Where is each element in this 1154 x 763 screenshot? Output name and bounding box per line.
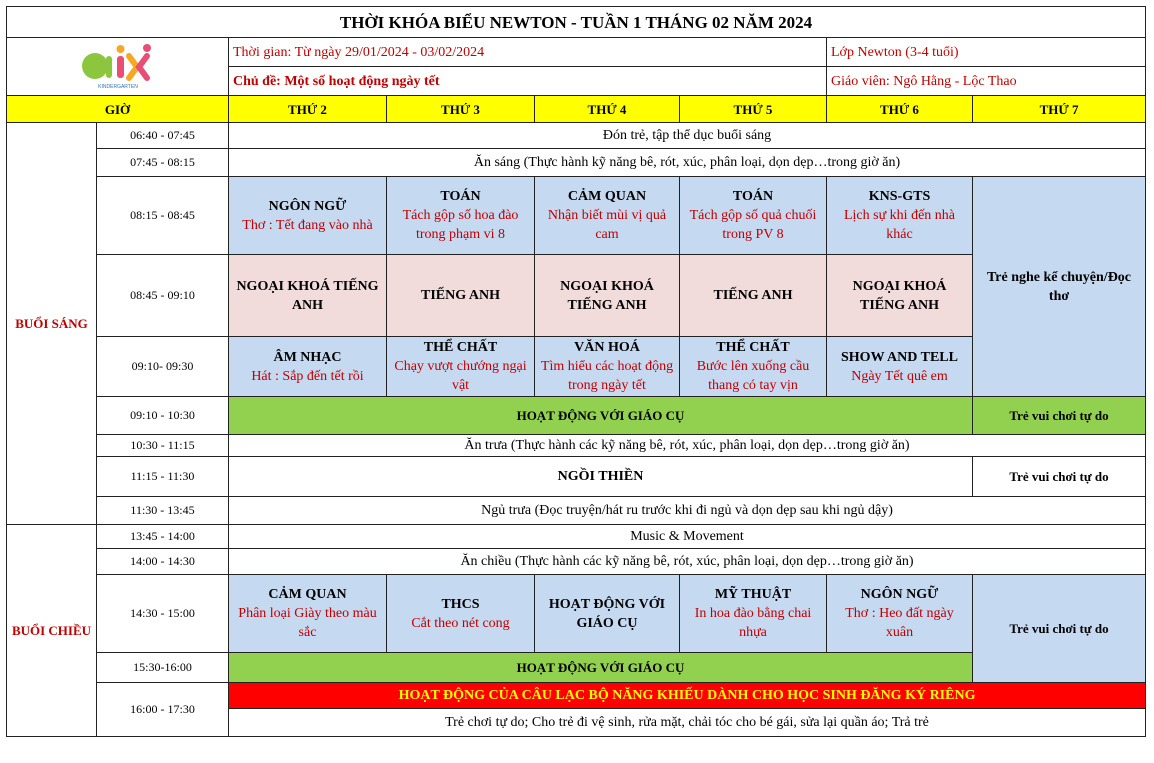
time-slot: 16:00 - 17:30	[97, 683, 229, 737]
time-slot: 08:15 - 08:45	[97, 177, 229, 255]
lesson-subject: TOÁN	[440, 189, 481, 204]
header-tue: THỨ 3	[387, 96, 535, 123]
music-row: Music & Movement	[229, 525, 1146, 549]
lesson-cell	[827, 575, 973, 653]
time-slot: 06:40 - 07:45	[97, 123, 229, 149]
teacher: Giáo viên: Ngô Hằng - Lộc Thao	[827, 67, 1146, 96]
header-thu: THỨ 5	[680, 96, 827, 123]
lesson-activity: Phân loại Giày theo màu sắc	[238, 606, 377, 640]
saturday-story: Trẻ nghe kể chuyện/Đọc thơ	[973, 177, 1146, 397]
time-slot: 11:30 - 13:45	[97, 497, 229, 525]
lesson-subject: TOÁN	[732, 189, 774, 204]
time-slot: 10:30 - 11:15	[97, 435, 229, 457]
lesson-activity: Hát : Sắp đến tết rồi	[251, 368, 364, 384]
lesson-subject: CẢM QUAN	[567, 189, 647, 204]
tools-activity: HOẠT ĐỘNG VỚI GIÁO CỤ	[229, 397, 973, 435]
lesson-subject: VĂN HOÁ	[574, 340, 640, 355]
lesson-cell	[387, 575, 535, 653]
lesson-activity: Tách gộp số hoa đào trong phạm vi 8	[402, 208, 519, 242]
lesson-activity: Thơ : Heo đất ngày xuân	[845, 606, 954, 640]
lesson-activity: Nhận biết mùi vị quả cam	[547, 208, 667, 242]
time-slot: 14:00 - 14:30	[97, 549, 229, 575]
lesson-cell	[680, 337, 827, 397]
session-afternoon: BUỔI CHIỀU	[7, 525, 97, 737]
lesson-cell	[827, 177, 973, 255]
english-cell: NGOẠI KHOÁ TIẾNG ANH	[535, 255, 680, 337]
closing-row: Trẻ chơi tự do; Cho trẻ đi vệ sinh, rửa mặt, chải tóc cho bé gái, sửa lại quần áo; Trả trẻ	[229, 709, 1146, 737]
lesson-subject: THỂ CHẤT	[716, 340, 790, 355]
lesson-cell	[680, 177, 827, 255]
lesson-cell	[387, 177, 535, 255]
english-cell: NGOẠI KHOÁ TIẾNG ANH	[827, 255, 973, 337]
lesson-subject: MỸ THUẬT	[714, 587, 792, 602]
lesson-activity: Lịch sự khi đến nhà khác	[843, 208, 955, 242]
time-slot: 11:15 - 11:30	[97, 457, 229, 497]
arrival-row: Đón trẻ, tập thể dục buổi sáng	[229, 123, 1146, 149]
lesson-subject: THCS	[441, 596, 480, 612]
lesson-cell	[827, 337, 973, 397]
lesson-subject: CẢM QUAN	[268, 587, 347, 602]
lesson-cell	[535, 575, 680, 653]
logo-cell	[7, 38, 229, 96]
header-sat: THỨ 7	[973, 96, 1146, 123]
lesson-subject: ÂM NHẠC	[273, 349, 342, 365]
lesson-activity: In hoa đào bằng chai nhựa	[694, 606, 812, 640]
lesson-subject: THỂ CHẤT	[423, 340, 498, 355]
lesson-activity: Tìm hiểu các hoạt động trong ngày tết	[540, 359, 674, 393]
timetable-wrapper	[6, 6, 1145, 737]
header-time: GIỜ	[7, 96, 229, 123]
lesson-subject: KNS-GTS	[868, 189, 931, 204]
theme: Chủ đề: Một số hoạt động ngày tết	[229, 67, 827, 96]
free-play: Trẻ vui chơi tự do	[973, 397, 1146, 435]
lesson-subject: NGÔN NGỮ	[268, 198, 347, 214]
time-slot: 14:30 - 15:00	[97, 575, 229, 653]
lesson-cell	[229, 337, 387, 397]
lesson-cell	[229, 177, 387, 255]
lesson-cell	[680, 575, 827, 653]
timetable	[6, 6, 1146, 737]
time-slot: 09:10 - 10:30	[97, 397, 229, 435]
lesson-activity: Tách gộp số quả chuối trong PV 8	[689, 208, 817, 242]
lesson-activity: Chạy vượt chướng ngại vật	[394, 359, 527, 393]
meditation-row: NGỒI THIỀN	[229, 457, 973, 497]
lesson-activity: Ngày Tết quê em	[851, 368, 948, 384]
logo-tagline: KINDERGARTEN	[97, 84, 138, 90]
nap-row: Ngủ trưa (Đọc truyện/hát ru trước khi đi ngủ và dọn dẹp sau khi ngủ dậy)	[229, 497, 1146, 525]
lesson-subject: NGÔN NGỮ	[860, 587, 939, 602]
time-slot: 07:45 - 08:15	[97, 149, 229, 177]
header-mon: THỨ 2	[229, 96, 387, 123]
lesson-activity: Cắt theo nét cong	[411, 615, 510, 631]
time-slot: 09:10- 09:30	[97, 337, 229, 397]
school-logo	[73, 38, 163, 90]
english-cell: TIẾNG ANH	[680, 255, 827, 337]
lunch-row: Ăn trưa (Thực hành các kỹ năng bê, rót, xúc, phân loại, dọn dẹp…trong giờ ăn)	[229, 435, 1146, 457]
breakfast-row: Ăn sáng (Thực hành kỹ năng bê, rót, xúc, phân loại, dọn dẹp…trong giờ ăn)	[229, 149, 1146, 177]
lesson-cell	[387, 337, 535, 397]
english-cell: NGOẠI KHOÁ TIẾNG ANH	[229, 255, 387, 337]
free-play: Trẻ vui chơi tự do	[973, 575, 1146, 683]
page-title: THỜI KHÓA BIỂU NEWTON - TUẦN 1 THÁNG 02 NĂM 2024	[7, 7, 1146, 38]
lesson-subject: SHOW AND TELL	[841, 349, 958, 365]
lesson-cell	[535, 177, 680, 255]
lesson-cell	[535, 337, 680, 397]
free-play: Trẻ vui chơi tự do	[973, 457, 1146, 497]
class-name: Lớp Newton (3-4 tuổi)	[827, 38, 1146, 67]
english-cell: TIẾNG ANH	[387, 255, 535, 337]
header-fri: THỨ 6	[827, 96, 973, 123]
date-range: Thời gian: Từ ngày 29/01/2024 - 03/02/2024	[229, 38, 827, 67]
session-morning: BUỔI SÁNG	[7, 123, 97, 525]
lesson-activity: Bước lên xuống cầu thang có tay vịn	[696, 359, 810, 393]
lesson-activity: Thơ : Tết đang vào nhà	[242, 217, 373, 233]
lesson-subject: HOẠT ĐỘNG VỚI GIÁO CỤ	[548, 596, 666, 631]
tools-activity: HOẠT ĐỘNG VỚI GIÁO CỤ	[229, 653, 973, 683]
header-wed: THỨ 4	[535, 96, 680, 123]
time-slot: 15:30-16:00	[97, 653, 229, 683]
club-row: HOẠT ĐỘNG CỦA CÂU LẠC BỘ NĂNG KHIẾU DÀNH CHO HỌC SINH ĐĂNG KÝ RIÊNG	[229, 683, 1146, 709]
lesson-cell	[229, 575, 387, 653]
time-slot: 13:45 - 14:00	[97, 525, 229, 549]
snack-row: Ăn chiều (Thực hành các kỹ năng bê, rót, xúc, phân loại, dọn dẹp…trong giờ ăn)	[229, 549, 1146, 575]
time-slot: 08:45 - 09:10	[97, 255, 229, 337]
